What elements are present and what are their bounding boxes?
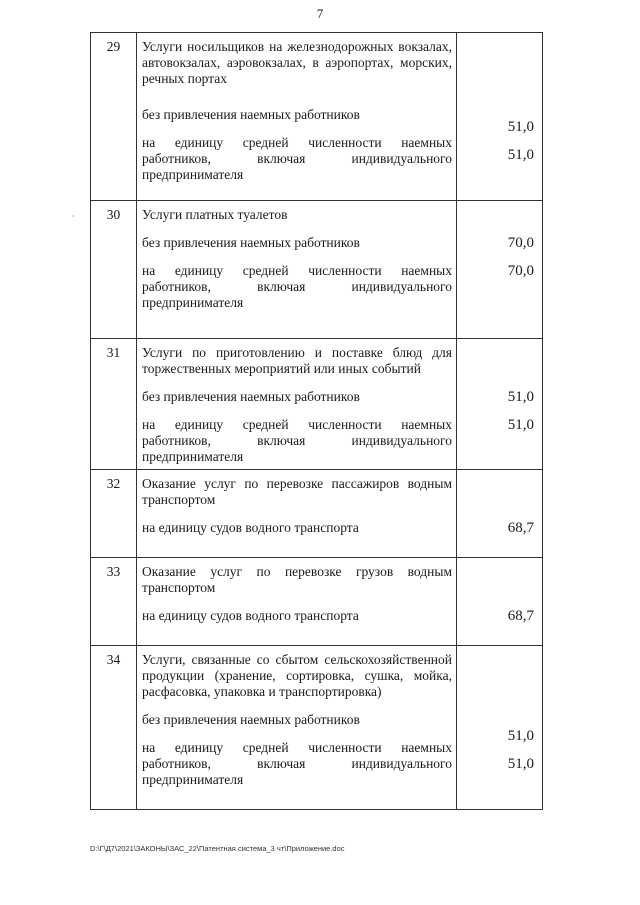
value-cell xyxy=(457,646,543,810)
rate-label: без привлечения наемных работников xyxy=(142,107,360,122)
table-row xyxy=(91,646,543,810)
row-number: 32 xyxy=(106,476,121,491)
row-number-cell xyxy=(91,339,137,470)
table-row xyxy=(91,339,543,470)
service-title: Услуги по приготовлению и поставке блюд для торжественных мероприятий или иных событий xyxy=(142,345,452,376)
rate-value: 51,0 xyxy=(507,756,534,772)
rate-value: 70,0 xyxy=(507,263,534,279)
service-title: Услуги носильщиков на железнодорожных вокзалах, автовокзалах, аэровокзалах, в аэропортах, морских, речных портах xyxy=(142,39,452,86)
service-title: Оказание услуг по перевозке грузов водным транспортом xyxy=(142,564,452,595)
row-number-cell xyxy=(91,558,137,646)
row-number-cell xyxy=(91,646,137,810)
stray-mark: · xyxy=(72,212,75,221)
description-cell xyxy=(137,470,457,558)
description-cell xyxy=(137,558,457,646)
page-number: 7 xyxy=(316,6,324,21)
table-row xyxy=(91,470,543,558)
service-title: Оказание услуг по перевозке пассажиров водным транспортом xyxy=(142,476,452,507)
rate-value: 51,0 xyxy=(507,389,534,405)
rate-label: на единицу судов водного транспорта xyxy=(142,608,359,623)
rate-value: 68,7 xyxy=(507,608,534,624)
rate-label: без привлечения наемных работников xyxy=(142,389,360,404)
value-cell xyxy=(457,558,543,646)
rate-value: 51,0 xyxy=(507,119,534,135)
description-cell xyxy=(137,646,457,810)
rate-label: на единицу судов водного транспорта xyxy=(142,520,359,535)
rate-value: 68,7 xyxy=(507,520,534,536)
value-cell xyxy=(457,201,543,339)
services-table xyxy=(90,32,543,810)
table-row xyxy=(91,558,543,646)
row-number: 30 xyxy=(106,207,121,222)
rate-label: на единицу средней численности наемных работников, включая индивидуального предпринимателя xyxy=(142,740,452,787)
value-cell xyxy=(457,33,543,201)
rate-value: 51,0 xyxy=(507,728,534,744)
value-cell xyxy=(457,339,543,470)
row-number: 33 xyxy=(106,564,121,579)
rate-value: 51,0 xyxy=(507,417,534,433)
rate-value: 70,0 xyxy=(507,235,534,251)
description-cell xyxy=(137,33,457,201)
rate-label: на единицу средней численности наемных работников, включая индивидуального предпринимателя xyxy=(142,417,452,464)
service-title: Услуги платных туалетов xyxy=(142,207,288,222)
file-path-footer: D:\Г\Д7\2021\ЗАКОНЫ\ЗАС_22\Патентная система_3 чт\Приложение.doc xyxy=(90,844,345,853)
rate-label: без привлечения наемных работников xyxy=(142,712,360,727)
table-row xyxy=(91,33,543,201)
rate-label: на единицу средней численности наемных работников, включая индивидуального предпринимателя xyxy=(142,263,452,310)
row-number-cell xyxy=(91,470,137,558)
row-number-cell xyxy=(91,201,137,339)
description-cell xyxy=(137,201,457,339)
table-row xyxy=(91,201,543,339)
description-cell xyxy=(137,339,457,470)
row-number: 34 xyxy=(106,652,121,667)
rate-label: без привлечения наемных работников xyxy=(142,235,360,250)
row-number: 29 xyxy=(106,39,121,54)
rate-label: на единицу средней численности наемных работников, включая индивидуального предпринимателя xyxy=(142,135,452,182)
row-number-cell xyxy=(91,33,137,201)
row-number: 31 xyxy=(106,345,121,360)
service-title: Услуги, связанные со сбытом сельскохозяйственной продукции (хранение, сортировка, сушка, мойка, расфасовка, упаковка и транспортировка) xyxy=(142,652,452,699)
value-cell xyxy=(457,470,543,558)
rate-value: 51,0 xyxy=(507,147,534,163)
